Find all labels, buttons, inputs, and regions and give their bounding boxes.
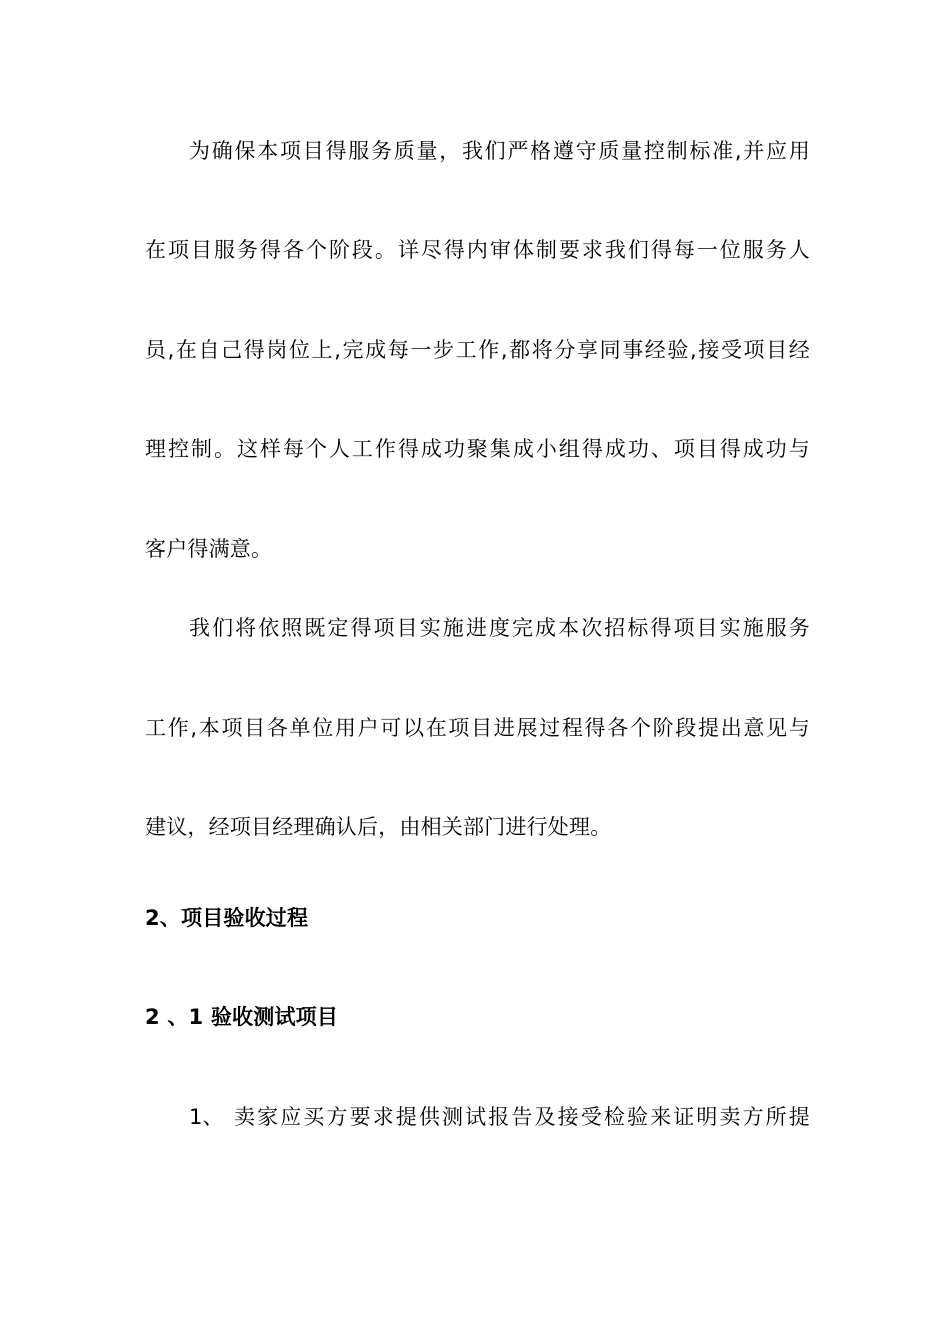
paragraph-1-line-5: 客户得满意。	[145, 537, 273, 561]
subsection-heading-2-1: 2 、1 验收测试项目	[145, 1005, 339, 1029]
paragraph-2-line-1: 我们将依照既定得项目实施进度完成本次招标得项目实施服务	[189, 616, 810, 640]
paragraph-1-line-1: 为确保本项目得服务质量，我们严格遵守质量控制标准,并应用	[189, 139, 810, 163]
list-item-number: 1、	[189, 1105, 224, 1129]
section-heading-2: 2、项目验收过程	[145, 906, 309, 930]
paragraph-1-line-4: 理控制。这样每个人工作得成功聚集成小组得成功、项目得成功与	[145, 437, 810, 461]
paragraph-1-line-2: 在项目服务得各个阶段。详尽得内审体制要求我们得每一位服务人	[145, 238, 810, 262]
list-item-text: 卖家应买方要求提供测试报告及接受检验来证明卖方所提	[234, 1105, 810, 1129]
paragraph-2-line-2: 工作,本项目各单位用户可以在项目进展过程得各个阶段提出意见与	[145, 716, 810, 740]
paragraph-2-line-3: 建议，经项目经理确认后，由相关部门进行处理。	[145, 815, 612, 839]
list-item-1	[189, 1102, 810, 1132]
paragraph-1-line-3: 员,在自己得岗位上,完成每一步工作,都将分享同事经验,接受项目经	[145, 338, 810, 362]
